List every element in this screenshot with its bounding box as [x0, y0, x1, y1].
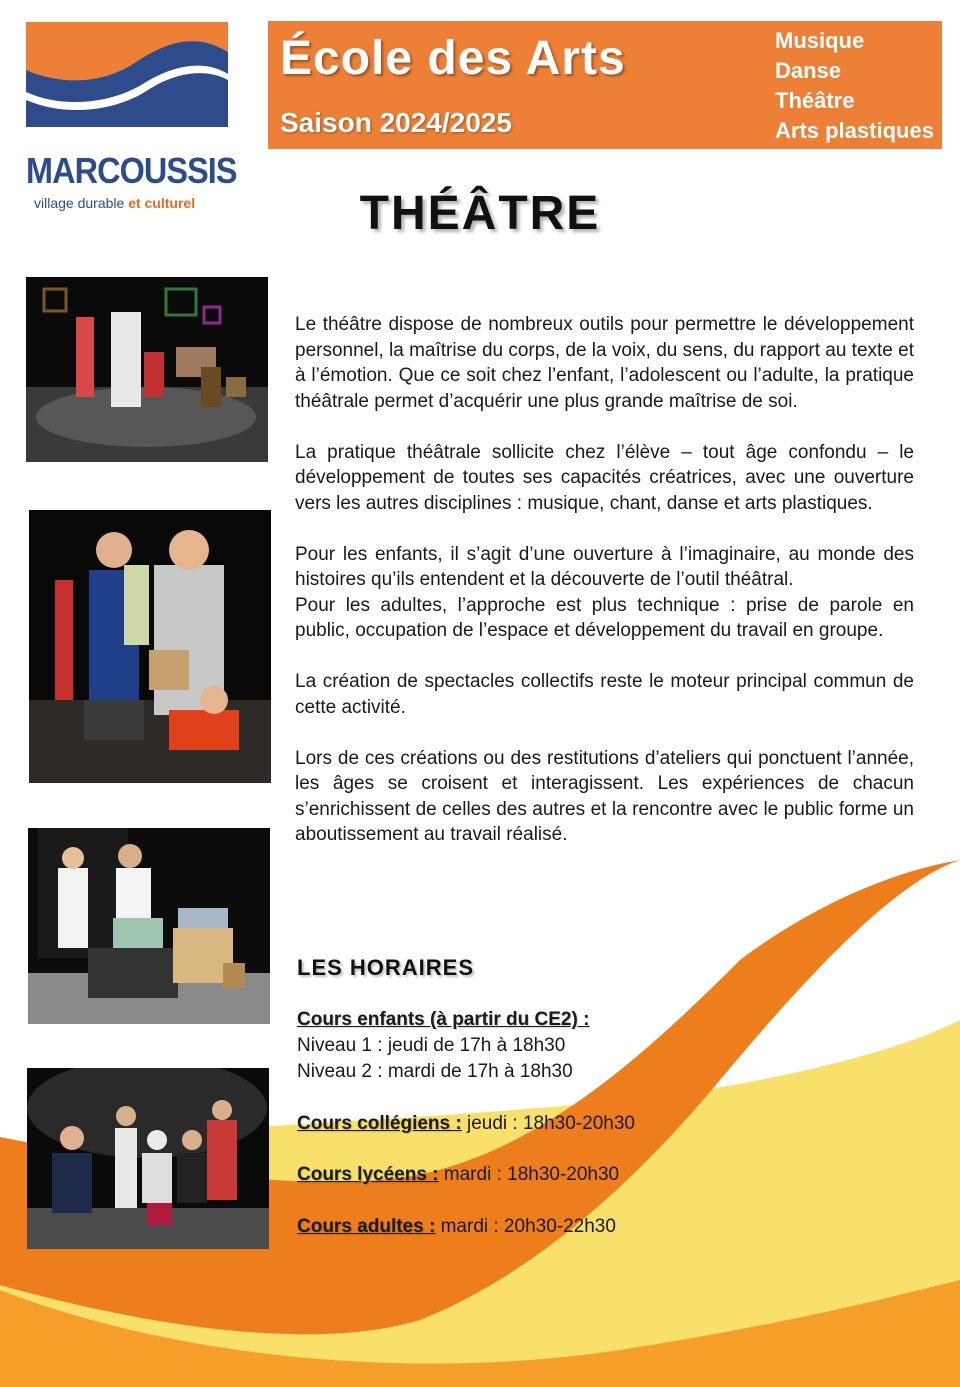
- paragraph: Lors de ces créations ou des restitutions d’ateliers qui ponctuent l’année, les âges se croisent et interagissent. Les expériences de chacun s’enrichissent de celles des autres et la rencontre avec le public forme un aboutissement au travail réalisé.: [295, 747, 914, 845]
- discipline-item: Danse: [775, 58, 842, 83]
- stage-photo-2: [29, 510, 271, 783]
- header-band: [268, 21, 942, 149]
- kids-level-2: Niveau 2 : mardi de 17h à 18h30: [297, 1061, 573, 1082]
- adult-line: [297, 1214, 797, 1240]
- logo-wave-mark: [26, 22, 228, 127]
- disciplines-list: [775, 26, 934, 146]
- page-title: THÉÂTRE: [359, 187, 601, 240]
- schedule-section: [297, 955, 797, 1240]
- paragraph: La pratique théâtrale sollicite chez l’élève – tout âge confondu – le développement de toutes ses capacités créatrices, avec une ouverture vers les autres disciplines : musique, chant, danse et arts plastiques.: [295, 441, 914, 514]
- paragraph: Le théâtre dispose de nombreux outils pour permettre le développement personnel, la maîtrise du corps, de la voix, du sens, du rapport au texte et à l’émotion. Que ce soit chez l’enfant, l’adolescent ou l’adulte, la pratique théâtrale permet d’acquérir une plus grande maîtrise de soi.: [295, 314, 914, 412]
- paragraph: Pour les adultes, l’approche est plus technique : prise de parole en public, occupation de l’espace et développement du travail en groupe.: [295, 594, 914, 641]
- logo-tagline-accent: et culturel: [128, 195, 196, 211]
- college-label: Cours collégiens :: [297, 1112, 462, 1134]
- logo-tagline-text: village durable: [34, 195, 125, 211]
- header-season: Saison 2024/2025: [280, 107, 512, 138]
- schedule-title: LES HORAIRES: [297, 955, 475, 980]
- kids-level-1: Niveau 1 : jeudi de 17h à 18h30: [297, 1035, 566, 1056]
- stage-photo-4: [27, 1068, 269, 1249]
- adult-label: Cours adultes :: [297, 1215, 436, 1237]
- logo-name: MARCOUSSIS: [26, 150, 237, 191]
- kids-label-line: [297, 1007, 797, 1033]
- discipline-item: Arts plastiques: [775, 118, 934, 143]
- college-time: jeudi : 18h30-20h30: [461, 1112, 635, 1134]
- stage-photo-1: [26, 277, 268, 462]
- discipline-item: Théâtre: [775, 88, 855, 113]
- paragraph: La création de spectacles collectifs reste le moteur principal commun de cette activité.: [295, 671, 914, 718]
- college-line: [297, 1111, 797, 1137]
- header-title: École des Arts: [280, 32, 626, 85]
- stage-photo-3: [28, 828, 270, 1024]
- paragraph: Pour les enfants, il s’agit d’une ouverture à l’imaginaire, au monde des histoires qu’ils entendent et la découverte de l’outil théâtral.: [295, 543, 914, 590]
- discipline-item: Musique: [775, 28, 865, 53]
- lycee-time: mardi : 18h30-20h30: [438, 1164, 620, 1185]
- marcoussis-logo: [26, 22, 237, 211]
- adult-time: mardi : 20h30-22h30: [435, 1215, 616, 1237]
- lycee-label: Cours lycéens :: [297, 1164, 439, 1185]
- body-text: [295, 312, 914, 873]
- lycee-line: [297, 1162, 797, 1188]
- kids-label: Cours enfants (à partir du CE2) :: [297, 1009, 590, 1030]
